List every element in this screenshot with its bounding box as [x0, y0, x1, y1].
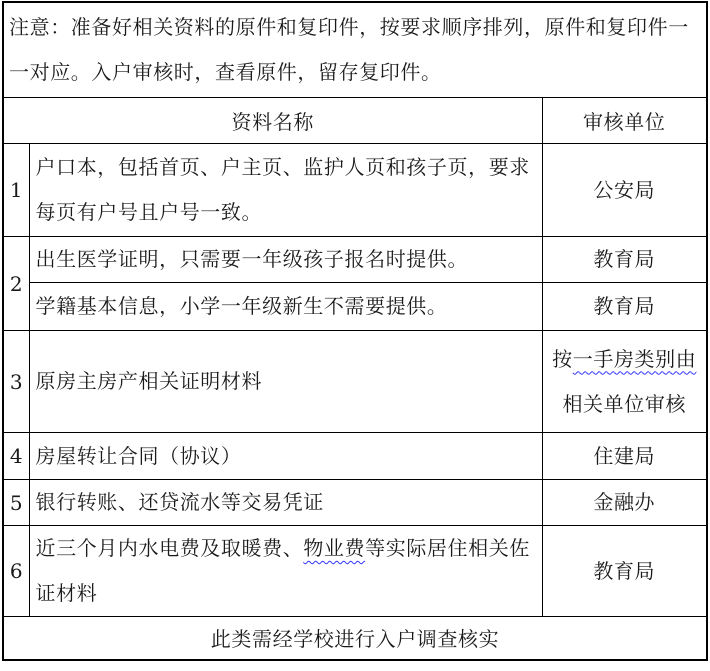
row-6-name-squiggle-text: 物业费	[303, 536, 366, 560]
row-5-review-unit: 金融办	[542, 480, 707, 526]
note-row	[3, 2, 707, 98]
row-4-material-name: 房屋转让合同（协议）	[29, 433, 542, 480]
row-2a-review-unit: 教育局	[542, 237, 707, 283]
row-4-number: 4	[3, 433, 29, 480]
row-1-review-unit: 公安局	[542, 144, 707, 237]
row-2-number: 2	[3, 237, 29, 331]
row-5-material-name: 银行转账、还贷流水等交易凭证	[29, 480, 542, 526]
table-row-2b	[3, 283, 707, 331]
row-3-unit-squiggle-text: 一手房类别由	[572, 346, 697, 371]
note-text: 注意：准备好相关资料的原件和复印件，按要求顺序排列，原件和复印件一一对应。入户审核时，查看原件，留存复印件。	[3, 2, 707, 98]
table-row-5	[3, 480, 707, 526]
row-3-unit-text-rest: 相关单位审核	[562, 391, 687, 416]
row-3-unit-text: 按	[552, 346, 573, 371]
table-row-3	[3, 331, 707, 433]
row-3-review-unit	[542, 331, 707, 433]
column-header-material-name: 资料名称	[3, 98, 542, 144]
row-3-number: 3	[3, 331, 29, 433]
row-2b-review-unit: 教育局	[542, 283, 707, 331]
row-6-number: 6	[3, 526, 29, 617]
row-4-review-unit: 住建局	[542, 433, 707, 480]
column-header-review-unit: 审核单位	[542, 98, 707, 144]
row-3-material-name: 原房主房产相关证明材料	[29, 331, 542, 433]
row-6-name-text: 近三个月内水电费及取暖费、	[35, 536, 304, 560]
row-1-number: 1	[3, 144, 29, 237]
row-6-material-name	[29, 526, 542, 617]
footer-row	[3, 617, 707, 660]
row-6-review-unit: 教育局	[542, 526, 707, 617]
row-2b-material-name: 学籍基本信息，小学一年级新生不需要提供。	[29, 283, 542, 331]
requirements-table	[2, 1, 708, 661]
row-2a-material-name: 出生医学证明，只需要一年级孩子报名时提供。	[29, 237, 542, 283]
header-row	[3, 98, 707, 144]
footer-note-text: 此类需经学校进行入户调查核实	[3, 617, 707, 660]
table-row-1	[3, 144, 707, 237]
row-1-material-name: 户口本，包括首页、户主页、监护人页和孩子页，要求每页有户号且户号一致。	[29, 144, 542, 237]
table-row-4	[3, 433, 707, 480]
table-row-6	[3, 526, 707, 617]
table-row-2a	[3, 237, 707, 283]
row-6-name-text-rest: 等实际居住相关佐证材料	[35, 536, 530, 605]
row-5-number: 5	[3, 480, 29, 526]
